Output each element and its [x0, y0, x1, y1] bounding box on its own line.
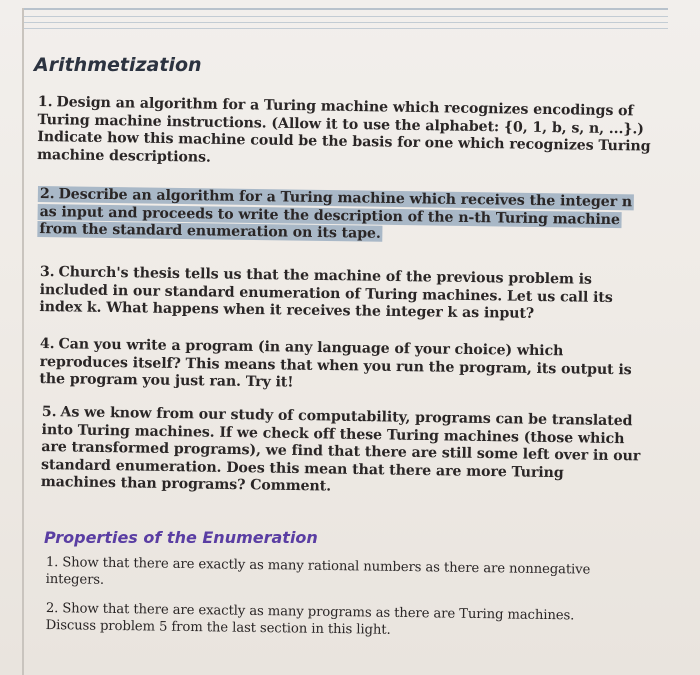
problem-text: Can you write a program (in any language of your choice) which reproduces itself? This means that when you run the program, its output is the program you just ran. Try it!: [39, 336, 632, 391]
problem-item: [37, 94, 653, 174]
top-rules: [22, 8, 668, 34]
problem-number: 2.: [45, 601, 59, 617]
problem-number: 4.: [39, 336, 55, 353]
problem-text: Church's thesis tells us that the machine of the previous problem is included in our standard enumeration of Turing machines. Let us call its index k. What happens when it receives the integer k as input?: [39, 264, 613, 322]
problem-number: 2.: [39, 186, 55, 203]
section-heading-properties: Properties of the Enumeration: [44, 528, 318, 547]
problem-item: [46, 601, 626, 642]
problem-text: Design an algorithm for a Turing machine which recognizes encodings of Turing machine instructions. (Allow it to use the alphabet: {0, 1, b, s, n, ...}.) Indicate how this machine could be the basis for one which recognizes Turing machine descriptions.: [36, 94, 651, 166]
problem-number: 3.: [39, 264, 55, 281]
text-highlight: [37, 186, 634, 242]
problem-item: [41, 404, 642, 501]
section-heading-arithmetization: Arithmetization: [34, 54, 202, 76]
problem-item-highlighted: [37, 186, 648, 247]
problem-text: Show that there are exactly as many programs as there are Turing machines. Discuss problem 5 from the last section in this light.: [45, 601, 575, 638]
problem-number: 1.: [45, 555, 59, 571]
page-left-border: [22, 8, 24, 675]
problem-number: 1.: [37, 94, 53, 111]
problem-text: As we know from our study of computability, programs can be translated into Turing machines. If we check off these Turing machines (those which are transformed programs), we find that there are still some left over in our standard enumeration. Does this mean that there are more Turing machines than programs? Comment.: [40, 404, 641, 495]
problem-item: [46, 555, 632, 596]
problem-text: Show that there are exactly as many rational numbers as there are nonnegative integers.: [45, 555, 591, 588]
problem-text: Describe an algorithm for a Turing machine which receives the integer n as input and proceeds to write the description of the n-th Turing machine from the standard enumeration on its tape.: [39, 186, 633, 242]
problem-number: 5.: [41, 404, 57, 421]
problem-item: [39, 264, 646, 325]
problem-item: [39, 336, 642, 397]
